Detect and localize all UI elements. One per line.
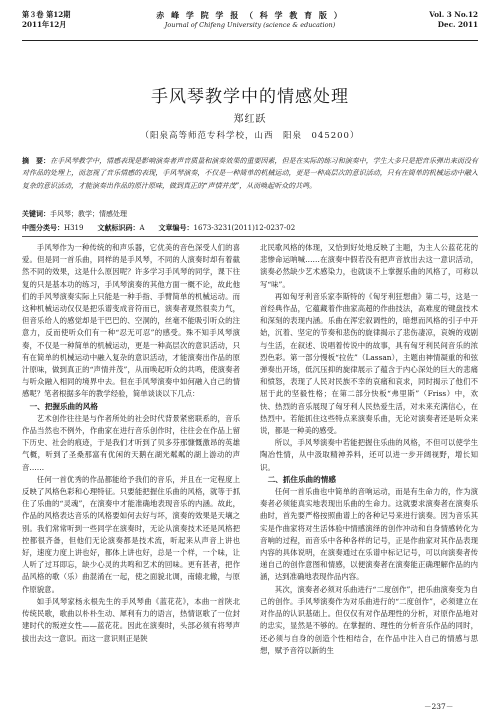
abstract xyxy=(22,155,478,192)
paragraph: 任何一首优秀的作品都能给予我们的音乐，并且在一定程度上反映了风格色彩和心理特征。只要能把握住乐曲的风格，就等于抓住了乐曲的“灵魂”，在演奏中才能准确地表现音乐的内涵。故此，作品的风格表达音乐的风格要如何去好与坏，演奏的效果是天壤之别。我们常常听到一些同学在演奏时，无论从演奏技术还是风格把控都很齐备，但他们无论演奏都是技术流，听起来从声音上讲也好，速度力度上讲也好，都体上讲也好，总是一个样，一个味，让人听了过耳即忘，缺少心灵的共鸣和艺术的回味。更有甚者，把作品风格的歌（乐）曲混淆在一起，使之面貌北调，南辕北辙，与原作原貌意。 xyxy=(22,474,240,594)
body-column-right xyxy=(260,242,478,657)
running-header xyxy=(22,8,478,41)
journal-name-cn: 赤 峰 学 院 学 报 （ 科 学 教 育 版 ） xyxy=(156,10,344,20)
paragraph: 再如匈牙利音乐家李斯特的《匈牙利狂想曲》第二号，这是一首经典作品，它蕴藏着作曲家高超的作曲技法，高难度的键盘技术和深刻的表现内涵。乐曲在浑宏叙调性的，暗想而风格的引子中开始，沉着、坚定的节奏和悲伤的旋律揭示了悲伤凄凉，哀婉的戏剧与生活，在叙述、说唱着传说中的故事，具有匈牙利民间音乐的浓烈色彩。第一部分慢板“拉佐”（Lassan），主题由神情凝重的和弦弹奏出开场，低沉压抑的旋律展示了蕴含于内心深处的巨大的悲痛和愤怒，表现了人民对民族不幸的哀痛和哀求，同时揭示了他们不屈于此的坚毅性格；在第二部分快板“弗里斯”（Friss）中，欢快、热烈的音乐展现了匈牙利人民热爱生活，对未来充满信心，在热烈中。若能抓住这些特点来演奏乐曲，无论对演奏者还是听众来说，都是一种美的感受。 xyxy=(260,291,478,436)
page-number: －237－ xyxy=(424,702,454,711)
article-no-value: 1673-3231(2011)12-0237-02 xyxy=(193,224,296,232)
divider xyxy=(22,236,478,237)
section-heading: 一、把握乐曲的风格 xyxy=(29,401,98,411)
issue-info-en xyxy=(429,10,478,30)
paragraph: 艺术创作往往是与作者所处的社会时代背景紧密联系的，音乐作品当然也不例外，作曲家在进行音乐创作时，往往会在作品上留下历史、社会的痕迹，于是我们才听到了贝多芬那慷慨激昂的英雄气概，听到了圣桑那富有优闲的天鹅在湖光粼粼的湖上游动的声音…… xyxy=(22,413,240,472)
journal-name-en: Journal of Chifeng University (science & education) xyxy=(164,21,336,29)
clc-value: H319 xyxy=(64,224,84,232)
abstract-text: 在手风琴教学中，情感表现是影响演奏者声音质量和演奏效果的重要因素，但是在实际的练习和演奏中，学生大多只是把音乐弹出来而没有对作品的处理上，而忽视了音乐情感的表现，手风琴演奏，不仅是一种简单的机械运动，更是一种高层次的意识活动，只有在简单的机械运动中融入复杂的意识活动，才能演奏出作品的原汁原味，做到真正的“声情并茂”，从而唤起听众的共鸣。 xyxy=(22,157,478,190)
journal-name xyxy=(132,10,368,30)
author-name: 郑红跃 xyxy=(233,114,267,125)
section-heading: 二、抓住乐曲的情感 xyxy=(267,474,336,484)
classification-line xyxy=(22,222,478,234)
author-affiliation: （阳泉高等师范专科学校，山西 阳泉 045200） xyxy=(140,131,360,141)
abstract-label: 摘 要： xyxy=(22,156,51,165)
keywords xyxy=(22,208,478,220)
publication-date: 2011年12月 xyxy=(22,20,67,29)
keywords-label: 关键词： xyxy=(22,209,50,218)
body-column-left xyxy=(22,242,240,645)
paragraph: 北民歌风格的体现，又恰到好处地反映了主题，为主人公蓝花花的悲惨命运呐喊……在演奏中假若没有把声音放出去这一意识活动，演奏必然缺少艺术感染力，也就谈不上掌握乐曲的风格了，可称以写“味”。 xyxy=(260,243,478,289)
article-title: 手风琴教学中的情感处理 xyxy=(151,87,349,107)
volume-issue: 第３卷 第12期 xyxy=(22,10,71,19)
issue-info xyxy=(22,10,70,30)
publication-date-en: Dec. 2011 xyxy=(437,20,478,29)
paragraph: 任何一首乐曲也中简单的音响运动，而是有生命力的，作为演奏者必须能真实地表现出乐曲的生命力。这就要求演奏者在演奏乐曲时，首先要严格按照曲谱上的各种记号来进行演奏。因为音乐其实是作曲家将对生活体验中情感演绎的创作冲动和自身情感转化为音响的过程，而音乐中各种各样的记号，正是作曲家对其作品表现内容的具体说明，在演奏通过在乐谱中标记记号，可以向演奏者传递自己的创作意图和情感，以便演奏者在演奏能正确理解作品的内涵，达到准确地表现作品内容。 xyxy=(260,487,478,582)
doc-code-label: 文献标识码： xyxy=(97,223,140,232)
doc-code-value: A xyxy=(139,224,145,232)
keywords-text: 手风琴；教学；情感处理 xyxy=(50,210,127,218)
paragraph: 所以，手风琴演奏中若能把握住乐曲的风格，不但可以使学生陶冶性情，从中汲取精神养料，还可以进一步开阔视野，增长知识。 xyxy=(260,438,478,472)
volume-issue-en: Vol. 3 No.12 xyxy=(429,10,478,19)
article-no-label: 文章编号： xyxy=(158,223,194,232)
paragraph: 如手风琴家杨永根先生的手风琴曲《蓝花花》，本曲一首陕北传统民歌，歌曲以朴朴生动、犀利有力的语言，热情讴歌了一位封建时代的叛逆女性——蓝花花。因此在演奏时，头部必须有将琴声拔出去这一意识。而这一意识则正是陕 xyxy=(22,596,240,643)
paragraph: 其次，演奏者必须对乐曲进行“二度创作”，把乐曲演奏变为自己的创作。手风琴演奏作为对乐曲进行的“二度创作”，必须建立在对作品的认识基础上。但仅仅有对作品理性的分析，对原作品地对的忠实，显然是不够的。在掌握的、理性的分析音乐作品的同时，还必须与自身的创造个性相结合，在作品中注入自己的情感与思想，赋予音符以新的生 xyxy=(260,584,478,655)
paragraph: 手风琴作为一种传统的和声乐器，它优美的音色深受人们的喜爱。但是同一首乐曲，同样的是手风琴，不同的人演奏时却有着截然不同的效果，这是什么原因呢？许多学习手风琴的同学，课下往复的只是基本功的练习，手风琴演奏的其他方面一概不论，故此他们的手风琴演奏实际上只能是一种手指、手臂简单的机械运动。而这种机械运动仅仅是把乐谱变成音符而已，演奏者观然很卖力气，但音乐给人的感觉却是干巴巴的、空洞的，丝毫不能吸引听众的注意力，反而使听众们有一种“忍无可忍”的感受。殊不知手风琴演奏，不仅是一种简单的机械运动，更是一种高层次的意识活动，只有在简单的机械运动中融入复杂的意识活动，才能演奏出作品的原汁原味，做到真正的“声情并茂”，从而唤起听众的共鸣，使演奏者与听众融入相同的境界中去。但在手风琴演奏中如何融入自己的情感呢？笔者根据多年的教学经验，简单谈谈以下几点： xyxy=(22,243,240,399)
clc-label: 中图分类号： xyxy=(22,223,64,232)
